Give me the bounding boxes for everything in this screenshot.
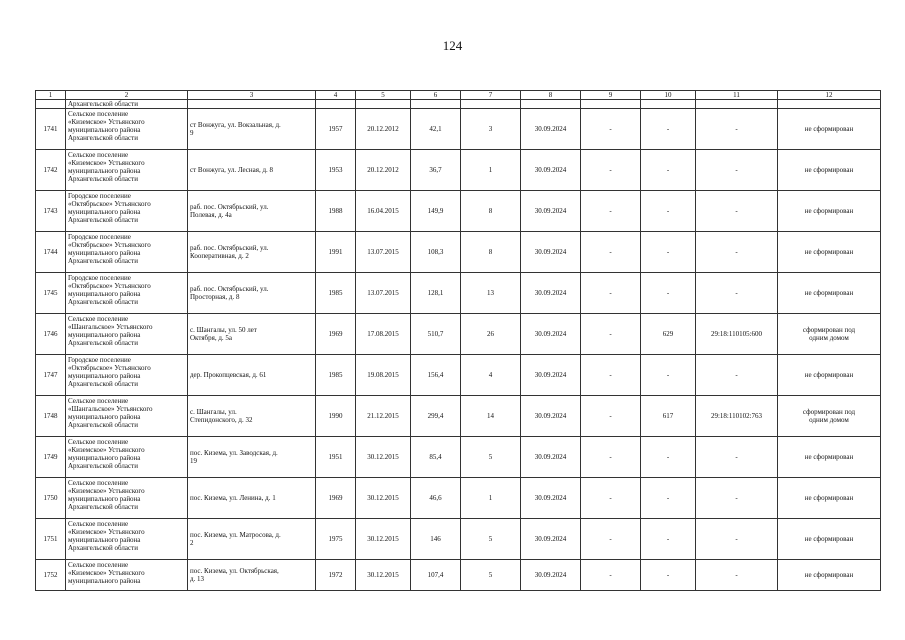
registration-date: 17.08.2015 (356, 314, 411, 355)
column-number: 11 (696, 91, 778, 100)
column-number: 9 (581, 91, 641, 100)
address: пос. Кизема, ул. Октябрьская, д. 13 (188, 560, 316, 591)
column-10: - (641, 150, 696, 191)
deadline-date: 30.09.2024 (521, 232, 581, 273)
land-status: не сформирован (778, 273, 881, 314)
column-9: - (581, 355, 641, 396)
deadline-date: 30.09.2024 (521, 478, 581, 519)
registration-date: 30.12.2015 (356, 478, 411, 519)
address: раб. пос. Октябрьский, ул. Кооперативная, д. 2 (188, 232, 316, 273)
column-number: 5 (356, 91, 411, 100)
address: пос. Кизема, ул. Матросова, д. 2 (188, 519, 316, 560)
owner-name: Сельское поселение «Шангальское» Устьянского муниципального района Архангельской области (66, 396, 188, 437)
cadastral-number: 29:18:110105:600 (696, 314, 778, 355)
column-10: - (641, 273, 696, 314)
residents-count: 26 (461, 314, 521, 355)
column-10: - (641, 478, 696, 519)
land-status: не сформирован (778, 437, 881, 478)
area: 42,1 (411, 109, 461, 150)
deadline-date: 30.09.2024 (521, 191, 581, 232)
column-9: - (581, 191, 641, 232)
area: 46,6 (411, 478, 461, 519)
cadastral-number: - (696, 150, 778, 191)
table-row (36, 478, 881, 519)
build-year: 1985 (316, 273, 356, 314)
deadline-date: 30.09.2024 (521, 355, 581, 396)
residents-count: 8 (461, 232, 521, 273)
column-number: 10 (641, 91, 696, 100)
table-row (36, 191, 881, 232)
column-9: - (581, 109, 641, 150)
page-number: 124 (442, 38, 463, 53)
column-number: 6 (411, 91, 461, 100)
table-row (36, 355, 881, 396)
build-year: 1969 (316, 314, 356, 355)
column-number: 3 (188, 91, 316, 100)
address: ст Вонжуга, ул. Вокзальная, д. 9 (188, 109, 316, 150)
table-row (36, 232, 881, 273)
build-year: 1985 (316, 355, 356, 396)
row-number: 1747 (36, 355, 66, 396)
deadline-date: 30.09.2024 (521, 396, 581, 437)
build-year: 1988 (316, 191, 356, 232)
owner-name: Сельское поселение «Киземское» Устьянского муниципального района Архангельской области (66, 519, 188, 560)
table-row (36, 109, 881, 150)
table-row (36, 396, 881, 437)
residents-count: 8 (461, 191, 521, 232)
residents-count: 1 (461, 150, 521, 191)
address: раб. пос. Октябрьский, ул. Просторная, д. 8 (188, 273, 316, 314)
address: дер. Прокопцевская, д. 61 (188, 355, 316, 396)
row-number: 1744 (36, 232, 66, 273)
deadline-date: 30.09.2024 (521, 560, 581, 591)
column-10: - (641, 109, 696, 150)
owner-name: Сельское поселение «Киземское» Устьянского муниципального района Архангельской области (66, 109, 188, 150)
owner-name: Сельское поселение «Киземское» Устьянского муниципального района (66, 560, 188, 591)
column-number: 12 (778, 91, 881, 100)
column-9: - (581, 273, 641, 314)
row-number: 1752 (36, 560, 66, 591)
column-10: 617 (641, 396, 696, 437)
registration-date: 30.12.2015 (356, 519, 411, 560)
residents-count: 14 (461, 396, 521, 437)
table-row (36, 437, 881, 478)
table-row (36, 150, 881, 191)
column-number-row (36, 91, 881, 100)
area: 149,9 (411, 191, 461, 232)
registration-date: 21.12.2015 (356, 396, 411, 437)
column-9: - (581, 396, 641, 437)
column-10: - (641, 191, 696, 232)
cadastral-number: - (696, 273, 778, 314)
residents-count: 5 (461, 519, 521, 560)
cadastral-number: - (696, 355, 778, 396)
build-year: 1951 (316, 437, 356, 478)
row-number: 1751 (36, 519, 66, 560)
owner-name: Городское поселение «Октябрьское» Устьянского муниципального района Архангельской области (66, 232, 188, 273)
row-number: 1745 (36, 273, 66, 314)
owner-name: Сельское поселение «Шангальское» Устьянского муниципального района Архангельской области (66, 314, 188, 355)
owner-name: Городское поселение «Октябрьское» Устьянского муниципального района Архангельской области (66, 355, 188, 396)
registration-date: 20.12.2012 (356, 109, 411, 150)
column-number: 2 (66, 91, 188, 100)
area: 108,3 (411, 232, 461, 273)
registration-date: 20.12.2012 (356, 150, 411, 191)
row-number: 1742 (36, 150, 66, 191)
land-status: не сформирован (778, 232, 881, 273)
table-row (36, 273, 881, 314)
cadastral-number: - (696, 232, 778, 273)
registration-date: 13.07.2015 (356, 273, 411, 314)
address: пос. Кизема, ул. Заводская, д. 19 (188, 437, 316, 478)
area: 146 (411, 519, 461, 560)
land-status: не сформирован (778, 478, 881, 519)
build-year: 1975 (316, 519, 356, 560)
cadastral-number: - (696, 437, 778, 478)
address: ст Вонжуга, ул. Лесная, д. 8 (188, 150, 316, 191)
column-number: 8 (521, 91, 581, 100)
continuation-row (36, 100, 881, 109)
land-status: не сформирован (778, 560, 881, 591)
land-status: не сформирован (778, 150, 881, 191)
column-9: - (581, 314, 641, 355)
cadastral-number: - (696, 109, 778, 150)
build-year: 1957 (316, 109, 356, 150)
column-9: - (581, 478, 641, 519)
residents-count: 5 (461, 437, 521, 478)
land-status: сформирован под одним домом (778, 396, 881, 437)
land-status: не сформирован (778, 109, 881, 150)
residents-count: 5 (461, 560, 521, 591)
address: с. Шангалы, ул. Степидонского, д. 32 (188, 396, 316, 437)
deadline-date: 30.09.2024 (521, 109, 581, 150)
deadline-date: 30.09.2024 (521, 519, 581, 560)
column-number: 1 (36, 91, 66, 100)
column-10: 629 (641, 314, 696, 355)
build-year: 1991 (316, 232, 356, 273)
address: пос. Кизема, ул. Ленина, д. 1 (188, 478, 316, 519)
owner-name: Сельское поселение «Киземское» Устьянского муниципального района Архангельской области (66, 478, 188, 519)
deadline-date: 30.09.2024 (521, 437, 581, 478)
area: 128,1 (411, 273, 461, 314)
registration-date: 30.12.2015 (356, 437, 411, 478)
table-row (36, 314, 881, 355)
build-year: 1953 (316, 150, 356, 191)
continuation-text: Архангельской области (66, 100, 188, 109)
residents-count: 1 (461, 478, 521, 519)
area: 510,7 (411, 314, 461, 355)
column-10: - (641, 355, 696, 396)
land-status: не сформирован (778, 355, 881, 396)
build-year: 1969 (316, 478, 356, 519)
row-number: 1749 (36, 437, 66, 478)
owner-name: Сельское поселение «Киземское» Устьянского муниципального района Архангельской области (66, 150, 188, 191)
deadline-date: 30.09.2024 (521, 314, 581, 355)
column-9: - (581, 437, 641, 478)
row-number: 1748 (36, 396, 66, 437)
build-year: 1972 (316, 560, 356, 591)
deadline-date: 30.09.2024 (521, 150, 581, 191)
area: 36,7 (411, 150, 461, 191)
column-9: - (581, 560, 641, 591)
owner-name: Городское поселение «Октябрьское» Устьянского муниципального района Архангельской области (66, 273, 188, 314)
land-status: не сформирован (778, 519, 881, 560)
deadline-date: 30.09.2024 (521, 273, 581, 314)
column-9: - (581, 232, 641, 273)
residents-count: 3 (461, 109, 521, 150)
registration-date: 13.07.2015 (356, 232, 411, 273)
area: 299,4 (411, 396, 461, 437)
build-year: 1990 (316, 396, 356, 437)
registration-date: 19.08.2015 (356, 355, 411, 396)
registration-date: 16.04.2015 (356, 191, 411, 232)
row-number: 1750 (36, 478, 66, 519)
column-number: 4 (316, 91, 356, 100)
cadastral-number: - (696, 560, 778, 591)
column-10: - (641, 437, 696, 478)
row-number: 1743 (36, 191, 66, 232)
column-number: 7 (461, 91, 521, 100)
area: 107,4 (411, 560, 461, 591)
registration-date: 30.12.2015 (356, 560, 411, 591)
housing-register-table (35, 90, 881, 591)
table-row (36, 560, 881, 591)
area: 156,4 (411, 355, 461, 396)
column-10: - (641, 560, 696, 591)
cadastral-number: - (696, 478, 778, 519)
area: 85,4 (411, 437, 461, 478)
column-10: - (641, 232, 696, 273)
cadastral-number: - (696, 519, 778, 560)
address: раб. пос. Октябрьский, ул. Полевая, д. 4а (188, 191, 316, 232)
column-9: - (581, 519, 641, 560)
column-10: - (641, 519, 696, 560)
table-row (36, 519, 881, 560)
residents-count: 4 (461, 355, 521, 396)
column-9: - (581, 150, 641, 191)
row-number: 1741 (36, 109, 66, 150)
address: с. Шангалы, ул. 50 лет Октября, д. 5а (188, 314, 316, 355)
cadastral-number: - (696, 191, 778, 232)
row-number: 1746 (36, 314, 66, 355)
land-status: не сформирован (778, 191, 881, 232)
owner-name: Городское поселение «Октябрьское» Устьянского муниципального района Архангельской области (66, 191, 188, 232)
land-status: сформирован под одним домом (778, 314, 881, 355)
residents-count: 13 (461, 273, 521, 314)
owner-name: Сельское поселение «Киземское» Устьянского муниципального района Архангельской области (66, 437, 188, 478)
cadastral-number: 29:18:110102:763 (696, 396, 778, 437)
